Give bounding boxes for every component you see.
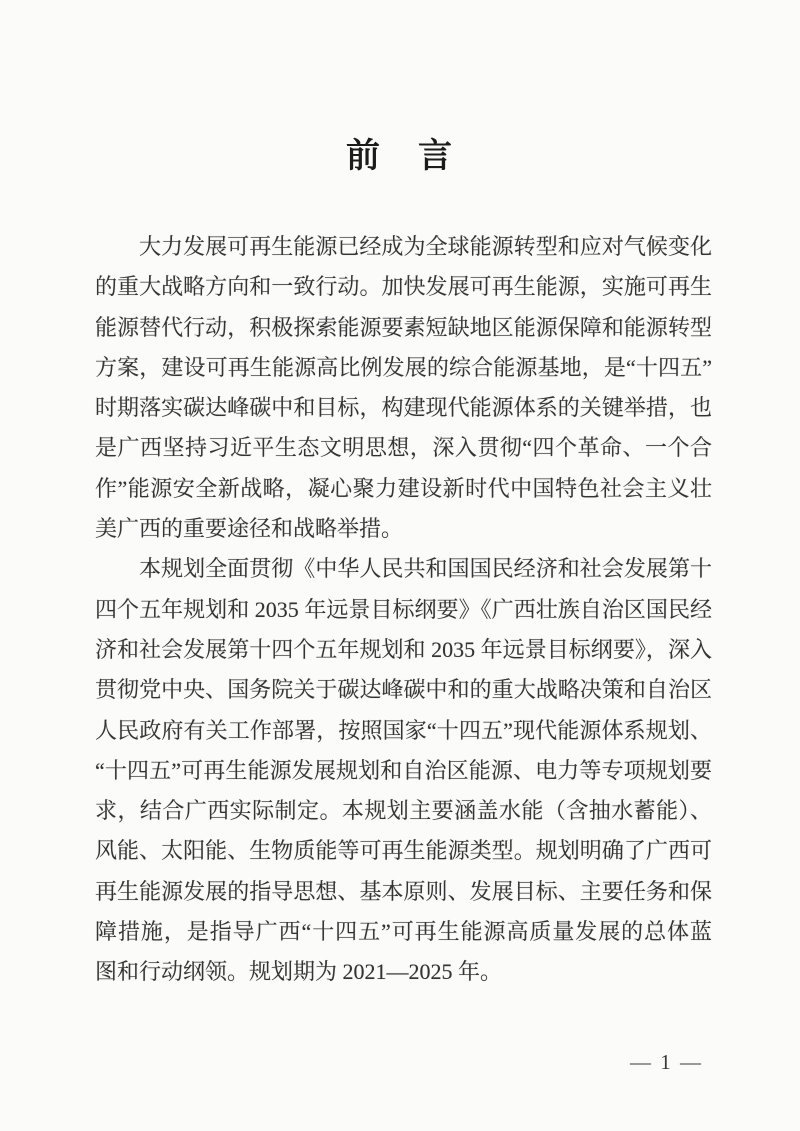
text-line: 贯彻党中央、国务院关于碳达峰碳中和的重大战略决策和自治区 [95,677,712,703]
text-line: 四个五年规划和 2035 年远景目标纲要》《广西壮族自治区国民经 [95,596,712,622]
page-title: 前 言 [346,138,454,175]
text-line: 美广西的重要途径和战略举措。 [95,516,404,542]
text-line: 作”能源安全新战略，凝心聚力建设新时代中国特色社会主义壮 [95,475,712,501]
text-line: 本规划全面贯彻《中华人民共和国国民经济和社会发展第十 [139,556,712,582]
text-line: 图和行动纲领。规划期为 2021—2025 年。 [95,959,503,985]
text-line: 济和社会发展第十四个五年规划和 2035 年远景目标纲要》，深入 [95,636,712,662]
paragraph [95,227,712,549]
text-line: 再生能源发展的指导思想、基本原则、发展目标、主要任务和保 [95,878,712,904]
text-line: 方案，建设可再生能源高比例发展的综合能源基地，是“十四五” [95,354,712,380]
document-body [95,227,712,993]
text-line: 人民政府有关工作部署，按照国家“十四五”现代能源体系规划、 [95,717,712,743]
text-line: 是广西坚持习近平生态文明思想，深入贯彻“四个革命、一个合 [95,435,712,461]
paragraph [95,549,712,992]
text-line: 能源替代行动，积极探索能源要素短缺地区能源保障和能源转型 [95,314,712,340]
text-line: 求，结合广西实际制定。本规划主要涵盖水能（含抽水蓄能）、 [95,798,712,824]
text-line: 大力发展可再生能源已经成为全球能源转型和应对气候变化 [139,234,712,259]
text-line: 风能、太阳能、生物质能等可再生能源类型。规划明确了广西可 [95,838,712,864]
text-line: “十四五”可再生能源发展规划和自治区能源、电力等专项规划要 [95,757,712,783]
text-line: 障措施，是指导广西“十四五”可再生能源高质量发展的总体蓝 [95,919,712,945]
page-number: — 1 — [630,1050,703,1074]
text-line: 的重大战略方向和一致行动。加快发展可再生能源，实施可再生 [95,274,712,300]
text-line: 时期落实碳达峰碳中和目标，构建现代能源体系的关键举措，也 [95,395,712,421]
